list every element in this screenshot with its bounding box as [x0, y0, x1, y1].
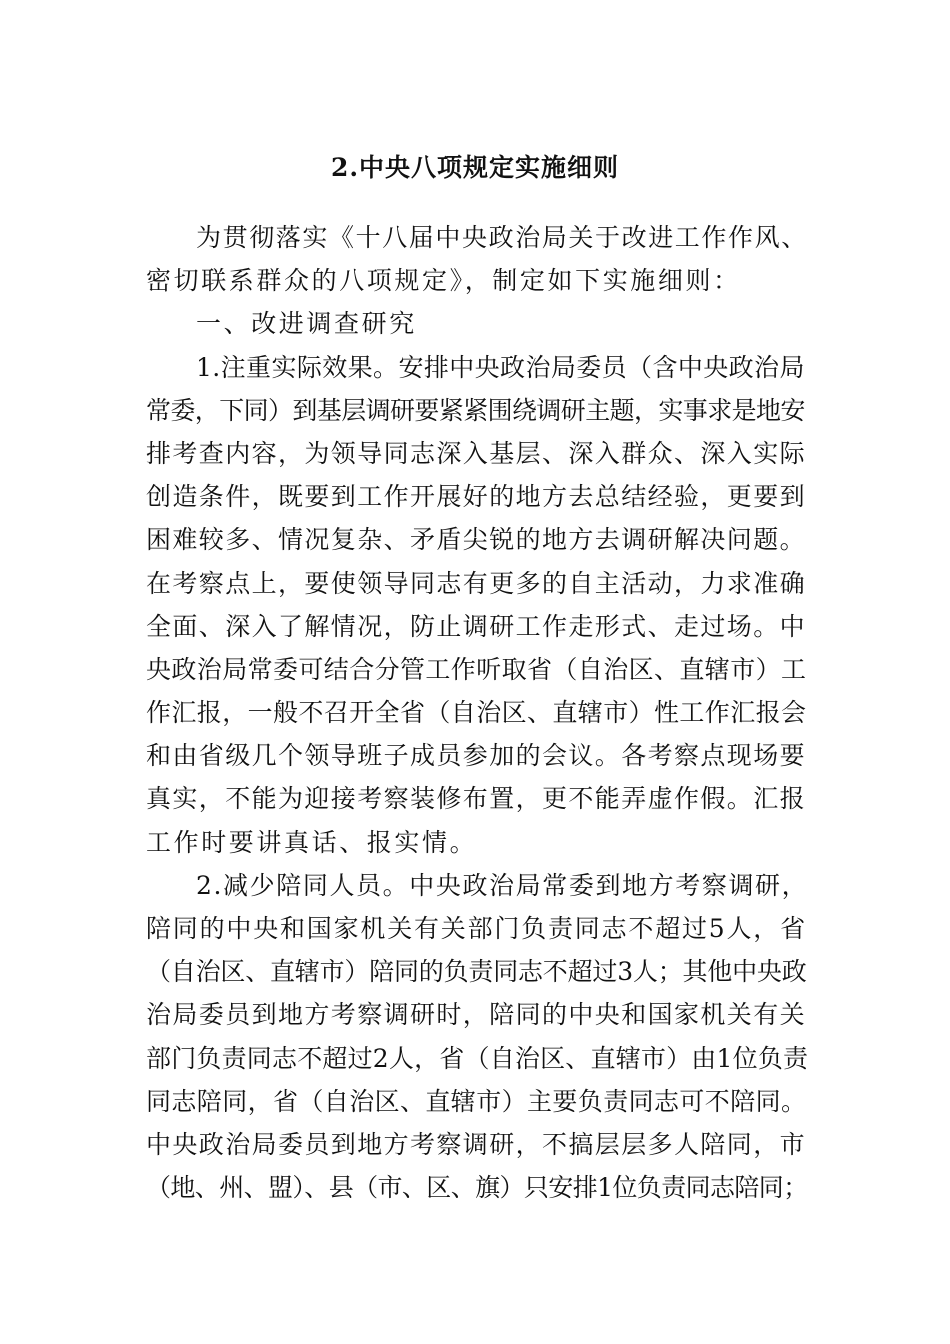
text-line: 中央政治局委员到地方考察调研，不搞层层多人陪同，市: [146, 1129, 807, 1159]
text-line: 真实，不能为迎接考察装修布置，更不能弄虚作假。汇报: [146, 784, 807, 814]
text-line: 同志陪同，省（自治区、直辖市）主要负责同志可不陪同。: [146, 1086, 807, 1116]
document-body: [146, 216, 808, 1209]
text-line: 工作时要讲真话、报实情。: [146, 827, 478, 857]
text-line: 和由省级几个领导班子成员参加的会议。各考察点现场要: [146, 741, 807, 771]
document-title: 2.中央八项规定实施细则: [330, 153, 620, 182]
text-line: 为贯彻落实《十八届中央政治局关于改进工作作风、: [196, 223, 808, 252]
text-line: 在考察点上，要使领导同志有更多的自主活动，力求准确: [146, 568, 807, 598]
text-line: 1.注重实际效果。安排中央政治局委员（含中央政治局: [196, 352, 805, 382]
text-line: 2.减少陪同人员。中央政治局常委到地方考察调研，: [196, 870, 809, 900]
text-line: 治局委员到地方考察调研时，陪同的中央和国家机关有关: [146, 1000, 807, 1030]
text-line: 常委，下同）到基层调研要紧紧围绕调研主题，实事求是地安: [146, 395, 805, 425]
text-line: 创造条件，既要到工作开展好的地方去总结经验，更要到: [146, 482, 807, 512]
text-line: 全面、深入了解情况，防止调研工作走形式、走过场。中: [146, 611, 807, 641]
text-line: 部门负责同志不超过2人，省（自治区、直辖市）由1位负责: [146, 1043, 809, 1073]
text-line: 困难较多、情况复杂、矛盾尖锐的地方去调研解决问题。: [146, 525, 807, 555]
text-line: 陪同的中央和国家机关有关部门负责同志不超过5人，省: [146, 914, 807, 943]
text-line: 作汇报，一般不召开全省（自治区、直辖市）性工作汇报会: [146, 698, 807, 728]
text-line: 密切联系群众的八项规定》，制定如下实施细则：: [146, 266, 741, 296]
text-line: 排考查内容，为领导同志深入基层、深入群众、深入实际: [146, 438, 807, 468]
text-line: （地、州、盟）、县（市、区、旗）只安排1位负责同志陪同；: [146, 1173, 808, 1203]
text-line: 央政治局常委可结合分管工作听取省（自治区、直辖市）工: [146, 654, 807, 684]
text-line: 一、改进调查研究: [196, 309, 417, 339]
text-line: （自治区、直辖市）陪同的负责同志不超过3人；其他中央政: [146, 957, 807, 987]
